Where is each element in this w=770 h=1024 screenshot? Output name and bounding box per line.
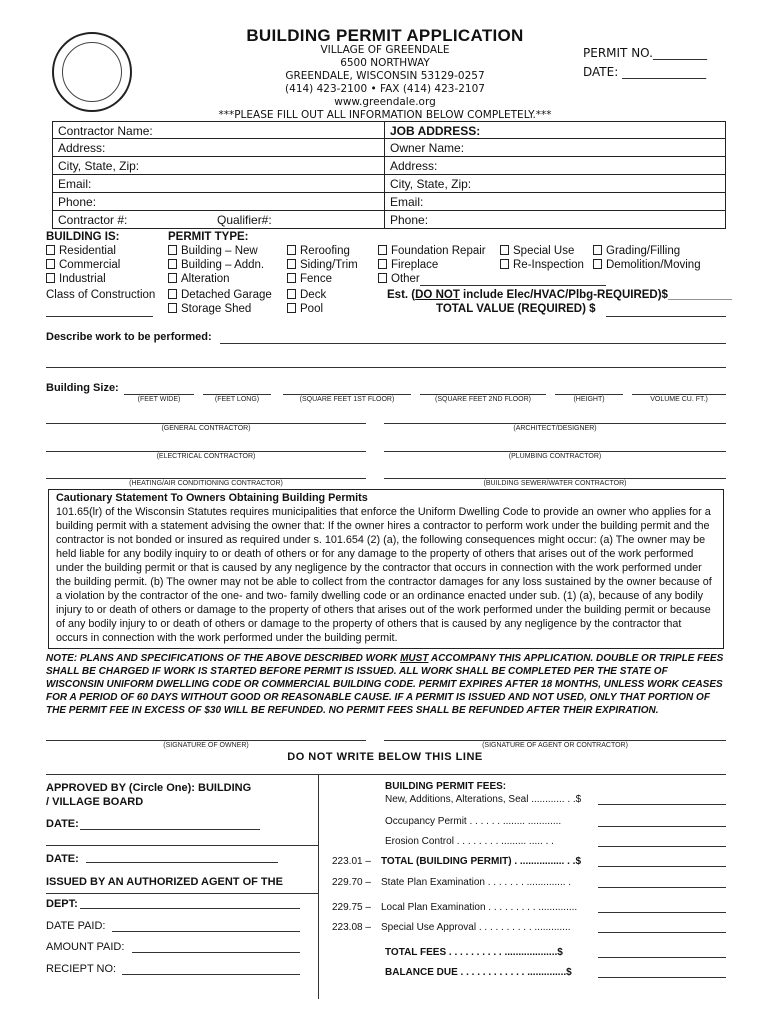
date-paid-input[interactable] [112,931,300,932]
total-value-label: TOTAL VALUE (REQUIRED) $ [436,303,596,315]
sqft-1st-floor-caption: (SQUARE FEET 1ST FLOOR) [299,396,395,403]
plumbing-contractor-input[interactable] [384,451,726,452]
amount-paid-label: AMOUNT PAID: [46,941,125,953]
checkbox-icon [287,289,296,299]
fee-local-plan-label: Local Plan Examination . . . . . . . . . .............. [381,902,578,913]
agent-signature-caption: (SIGNATURE OF AGENT OR CONTRACTOR) [482,742,628,749]
permit-number-field[interactable]: PERMIT NO._________ DATE: ______________ [583,46,707,79]
village-city: GREENDALE, WISCONSIN 53129-0257 [285,70,485,82]
total-fees-label: TOTAL FEES . . . . . . . . . . ...................$ [385,947,563,958]
fee-code-223-08: 223.08 – [332,922,371,933]
volume-caption: VOLUME CU. FT.) [650,396,708,403]
checkbox-icon [593,259,602,269]
building-is-heading: BUILDING IS: [46,231,120,243]
feet-long-input[interactable] [203,394,271,395]
checkbox-special-use[interactable]: Special Use [500,245,574,257]
issued-by-label: ISSUED BY AN AUTHORIZED AGENT OF THE [46,876,283,888]
owner-signature-input[interactable] [46,740,366,741]
checkbox-pool[interactable]: Pool [287,303,323,315]
contractor-number-field[interactable]: Contractor #: [58,213,128,227]
height-input[interactable] [555,394,623,395]
contractor-email-field[interactable]: Email: [52,175,386,193]
village-phone: (414) 423-2100 • FAX (414) 423-2107 [285,83,485,95]
date-label-1: DATE: [46,818,79,830]
sqft-2nd-floor-caption: (SQUARE FEET 2ND FLOOR) [435,396,531,403]
checkbox-icon [500,259,509,269]
fee-special-use-input[interactable] [598,932,726,933]
contractor-address-field[interactable]: Address: [52,139,386,157]
feet-wide-input[interactable] [124,394,194,395]
qualifier-field[interactable]: Qualifier#: [217,213,272,227]
checkbox-reroofing[interactable]: Reroofing [287,245,350,257]
feet-wide-caption: (FEET WIDE) [137,396,181,403]
checkbox-icon [168,289,177,299]
village-website: www.greendale.org [334,96,436,108]
agent-signature-input[interactable] [384,740,726,741]
owner-city-field[interactable]: City, State, Zip: [384,175,726,193]
checkbox-fireplace[interactable]: Fireplace [378,259,438,271]
cautionary-statement [48,489,724,649]
approved-by-label: APPROVED BY (Circle One): BUILDING / VILLAGE BOARD [46,782,252,808]
plumbing-contractor-caption: (PLUMBING CONTRACTOR) [508,453,602,460]
fill-instruction: ***PLEASE FILL OUT ALL INFORMATION BELOW COMPLETELY.*** [218,109,552,121]
sewer-contractor-caption: (BUILDING SEWER/WATER CONTRACTOR) [483,480,627,487]
balance-due-label: BALANCE DUE . . . . . . . . . . . . ..............$ [385,967,572,978]
checkbox-industrial[interactable]: Industrial [46,273,106,285]
fees-heading: BUILDING PERMIT FEES: [385,781,507,792]
checkbox-building-addn[interactable]: Building – Addn. [168,259,264,271]
fee-state-plan-input[interactable] [598,887,726,888]
checkbox-storage-shed[interactable]: Storage Shed [168,303,251,315]
fee-state-plan-label: State Plan Examination . . . . . . . .............. . [381,877,572,888]
owner-address-field[interactable]: Address: [384,157,726,175]
general-contractor-caption: (GENERAL CONTRACTOR) [161,425,251,432]
fee-total-building-label: TOTAL (BUILDING PERMIT) . ................ . .$ [381,856,582,867]
hvac-contractor-caption: (HEATING/AIR CONDITIONING CONTRACTOR) [129,480,283,487]
checkbox-residential[interactable]: Residential [46,245,116,257]
permit-type-heading: PERMIT TYPE: [168,231,249,243]
checkbox-grading-filling[interactable]: Grading/Filling [593,245,680,257]
office-divider-1 [46,845,318,846]
fee-code-223-01: 223.01 – [332,856,371,867]
describe-work-input-2[interactable] [46,367,726,368]
total-fees-input[interactable] [598,957,726,958]
receipt-label: RECIEPT NO: [46,963,117,975]
office-divider-2 [46,893,318,894]
fee-occupancy-label: Occupancy Permit . . . . . . ........ ............ [385,816,562,827]
checkbox-demolition-moving[interactable]: Demolition/Moving [593,259,701,271]
owner-phone-field[interactable]: Phone: [384,211,726,229]
describe-work-label: Describe work to be performed: [46,331,212,343]
checkbox-icon [287,245,296,255]
checkbox-icon [46,245,55,255]
plans-note: NOTE: PLANS AND SPECIFICATIONS OF THE ABOVE DESCRIBED WORK MUST ACCOMPANY THIS APPLICATION. DOUBLE OR TRIPLE FEES SHALL BE CHARGED IF WORK IS STARTED BEFORE PERMIT IS ISSUED. ALL WORK SHALL BE COMPLETED PER THE STATE OF WISCONSIN UNIFORM DWELLING CODE OR COMMERCIAL BUILDING CODE. PERMIT EXPIRES AFTER 18 MONTHS, UNLESS WORK CEASES FOR A PERIOD OF 60 DAYS WITHOUT GOOD OR REASONABLE CAUSE. IF A PERMIT IS ISSUED AND NOT USED, ONLY THAT PORTION OF THE PERMIT FEE IN EXCESS OF $30 WILL BE REFUNDED. NO PERMIT FEES SHALL BE REFUNDED AFTER THEIR EXPIRATION. [46,653,724,716]
total-value-input[interactable] [606,316,726,317]
fee-erosion-input[interactable] [598,846,726,847]
amount-paid-input[interactable] [132,952,300,953]
other-input[interactable] [420,285,606,286]
volume-input[interactable] [632,394,726,395]
date-label-2: DATE: [46,853,79,865]
cautionary-title: Cautionary Statement To Owners Obtaining Building Permits [56,492,368,504]
owner-email-field[interactable]: Email: [384,193,726,211]
village-street: 6500 NORTHWAY [340,57,430,69]
date-paid-label: DATE PAID: [46,920,106,932]
electrical-contractor-input[interactable] [46,451,366,452]
fee-new-additions-input[interactable] [598,804,726,805]
dept-label: DEPT: [46,898,78,910]
class-of-construction-input[interactable] [46,316,153,317]
date-input-2[interactable] [86,862,278,863]
architect-input[interactable] [384,423,726,424]
checkbox-siding-trim[interactable]: Siding/Trim [287,259,358,271]
contractor-city-field[interactable]: City, State, Zip: [52,157,386,175]
checkbox-icon [378,245,387,255]
form-title: BUILDING PERMIT APPLICATION [246,26,524,45]
hvac-contractor-input[interactable] [46,478,366,479]
fee-occupancy-input[interactable] [598,826,726,827]
class-of-construction-label: Class of Construction [46,289,156,301]
village-name: VILLAGE OF GREENDALE [320,44,450,56]
checkbox-icon [378,273,387,283]
fee-local-plan-input[interactable] [598,912,726,913]
fee-code-229-75: 229.75 – [332,902,371,913]
fee-code-229-70: 229.70 – [332,877,371,888]
describe-work-input[interactable] [220,343,726,344]
contractor-number-row [52,211,386,229]
checkbox-building-new[interactable]: Building – New [168,245,258,257]
height-caption: (HEIGHT) [573,396,605,403]
fee-new-additions-label: New, Additions, Alterations, Seal ............ . .$ [385,794,582,805]
contractor-name-field[interactable]: Contractor Name: [52,121,386,139]
checkbox-fence[interactable]: Fence [287,273,332,285]
general-contractor-input[interactable] [46,423,366,424]
do-not-write-label: DO NOT WRITE BELOW THIS LINE [287,751,483,763]
owner-signature-caption: (SIGNATURE OF OWNER) [163,742,249,749]
electrical-contractor-caption: (ELECTRICAL CONTRACTOR) [156,453,256,460]
checkbox-icon [46,273,55,283]
checkbox-alteration[interactable]: Alteration [168,273,230,285]
checkbox-icon [168,273,177,283]
checkbox-icon [287,273,296,283]
checkbox-detached-garage[interactable]: Detached Garage [168,289,272,301]
checkbox-icon [287,259,296,269]
cautionary-body: 101.65(lr) of the Wisconsin Statutes requires municipalities that enforce the Uniform Dwelling Code to provide an owner who applies for a building permit with a statement advising the owner that: If the owner hires a contractor to perform work under the building permit and the contractor is not bonded or insured as required under s. 101.654 (2) (a), the following consequences might occur: (a) The owner may be held liable for any bodily inquiry to or death of others or for any damage to the property of others that arises out of the work performed under the building permit or that is caused by any negligence by the contractor that occurs in connection with the work performed under the building permit. (b) The owner may not be able to collect from the contractor damages for any loss sustained by the owner because of a violation by the contractor of the one- and two- family dwelling code or an ordinance enacted under sub. (1) (a), because of any bodily injury to or death of others or damage to the property of others that arises out of the work performed under the building permit or because of any bodily injury to or death of others or damage to the property of others that is caused by any negligence by the contractor that occurs in connection with the work performed under the building permit. [56,506,712,644]
checkbox-icon [287,303,296,313]
sqft-2nd-floor-input[interactable] [420,394,546,395]
receipt-input[interactable] [122,974,300,975]
sqft-1st-floor-input[interactable] [283,394,411,395]
checkbox-icon [46,259,55,269]
checkbox-icon [378,259,387,269]
date-input-1[interactable] [80,829,260,830]
office-use-divider [46,774,726,775]
balance-due-input[interactable] [598,977,726,978]
job-address-heading: JOB ADDRESS: [384,121,726,139]
office-use-column-divider [318,775,319,999]
dept-input[interactable] [80,908,300,909]
sewer-contractor-input[interactable] [384,478,726,479]
fee-erosion-label: Erosion Control . . . . . . . . ......... ..... . . [385,836,554,847]
fee-special-use-label: Special Use Approval . . . . . . . . . . ............. [381,922,571,933]
owner-name-field[interactable]: Owner Name: [384,139,726,157]
checkbox-foundation-repair[interactable]: Foundation Repair [378,245,486,257]
checkbox-icon [500,245,509,255]
checkbox-icon [168,303,177,313]
fee-total-building-input[interactable] [598,866,726,867]
checkbox-icon [168,259,177,269]
contractor-phone-field[interactable]: Phone: [52,193,386,211]
checkbox-icon [593,245,602,255]
feet-long-caption: (FEET LONG) [214,396,260,403]
estimate-field[interactable]: Est. (DO NOT include Elec/HVAC/Plbg-REQUIRED)$__________ [387,289,732,301]
building-size-label: Building Size: [46,382,119,394]
architect-caption: (ARCHITECT/DESIGNER) [513,425,597,432]
checkbox-deck[interactable]: Deck [287,289,326,301]
checkbox-commercial[interactable]: Commercial [46,259,120,271]
checkbox-other[interactable]: Other [378,273,420,285]
checkbox-re-inspection[interactable]: Re-Inspection [500,259,584,271]
checkbox-icon [168,245,177,255]
